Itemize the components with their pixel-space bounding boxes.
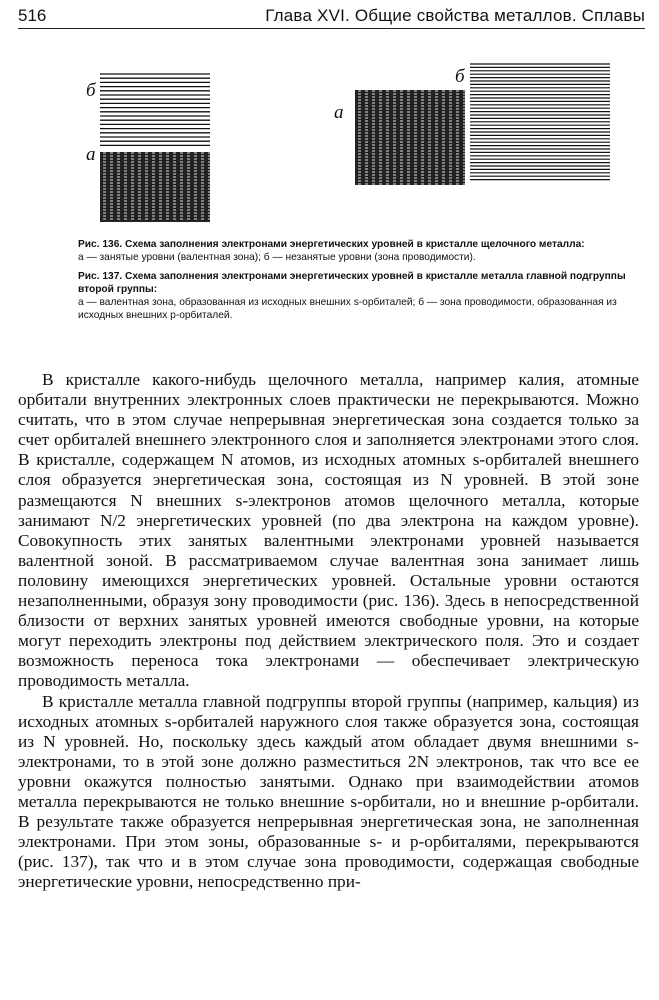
body-text — [18, 370, 639, 892]
running-header — [18, 6, 645, 29]
fig137-label-b: б — [455, 66, 465, 87]
paragraph-2: В кристалле металла главной подгруппы второй группы (например, кальция) из исходных атомных s-орбиталей наружного слоя также образуется зона, состоящая из N уровней. Но, поскольку здесь каждый атом обладает двумя внешними s-электронами, то в этой зоне должно разместиться 2N электронов, так что все ее уровни окажутся полностью занятыми. Однако при взаимодействии атомов металла перекрываются не только внешние s-орбитали, но и внешние p-орбитали. В результате также образуется непрерывная энергетическая зона, не заполненная электронами. При этом зоны, образованные s- и p-орбиталями, перекрываются (рис. 137), так что и в этом случае зона проводимости, содержащая свободные энергетические уровни, непосредственно при- — [18, 691, 639, 892]
fig137-caption-legend: а — валентная зона, образованная из исходных внешних s-орбиталей; б — зона проводимости, образованная из исходных внешних p-орбиталей. — [78, 297, 617, 321]
fig137-band-diagram — [345, 62, 615, 187]
fig136-caption-title: Рис. 136. Схема заполнения электронами энергетических уровней в кристалле щелочного металла: — [78, 239, 585, 250]
fig136-label-b: б — [86, 80, 96, 101]
fig137-caption-title: Рис. 137. Схема заполнения электронами энергетических уровней в кристалле металла главной подгруппы второй группы: — [78, 271, 626, 295]
page-number: 516 — [18, 6, 47, 25]
fig137-valence-zone-fill — [355, 90, 465, 185]
fig136-band-diagram — [100, 70, 210, 225]
fig136-caption-legend: а — занятые уровни (валентная зона); б — незанятые уровни (зона проводимости). — [78, 252, 476, 263]
paragraph-1: В кристалле какого-нибудь щелочного металла, например калия, атомные орбитали внутренних электронных слоев практически не перекрываются. Можно считать, что в этом случае непрерывная энергетическая зона создается только за счет орбиталей внешнего электронного слоя и заполняется электронами этого слоя. В кристалле, содержащем N атомов, из исходных атомных s-орбиталей внешнего слоя образуется энергетическая зона, состоящая из N уровней. В этой зоне размещаются N внешних s-электронов атомов щелочного металла, которые занимают N/2 энергетических уровней (по два электрона на каждом уровне). Совокупность этих занятых валентными электронами уровней называется валентной зоной. В рассматриваемом случае валентная зона занимает лишь половину имеющихся энергетических уровней. Остальные уровни остаются незаполненными, образуя зону проводимости (рис. 136). Здесь в непосредственной близости от верхних занятых уровней имеются свободные уровни, на которые могут переходить электроны под действием электрического поля. Это и создает возможность переноса тока электронами — обеспечивает электрическую проводимость металла. — [18, 370, 639, 691]
fig137-label-a: а — [334, 102, 344, 123]
fig136-label-a: а — [86, 144, 96, 165]
figure-captions — [78, 238, 641, 328]
chapter-title: Глава XVI. Общие свойства металлов. Сплавы — [265, 6, 645, 25]
